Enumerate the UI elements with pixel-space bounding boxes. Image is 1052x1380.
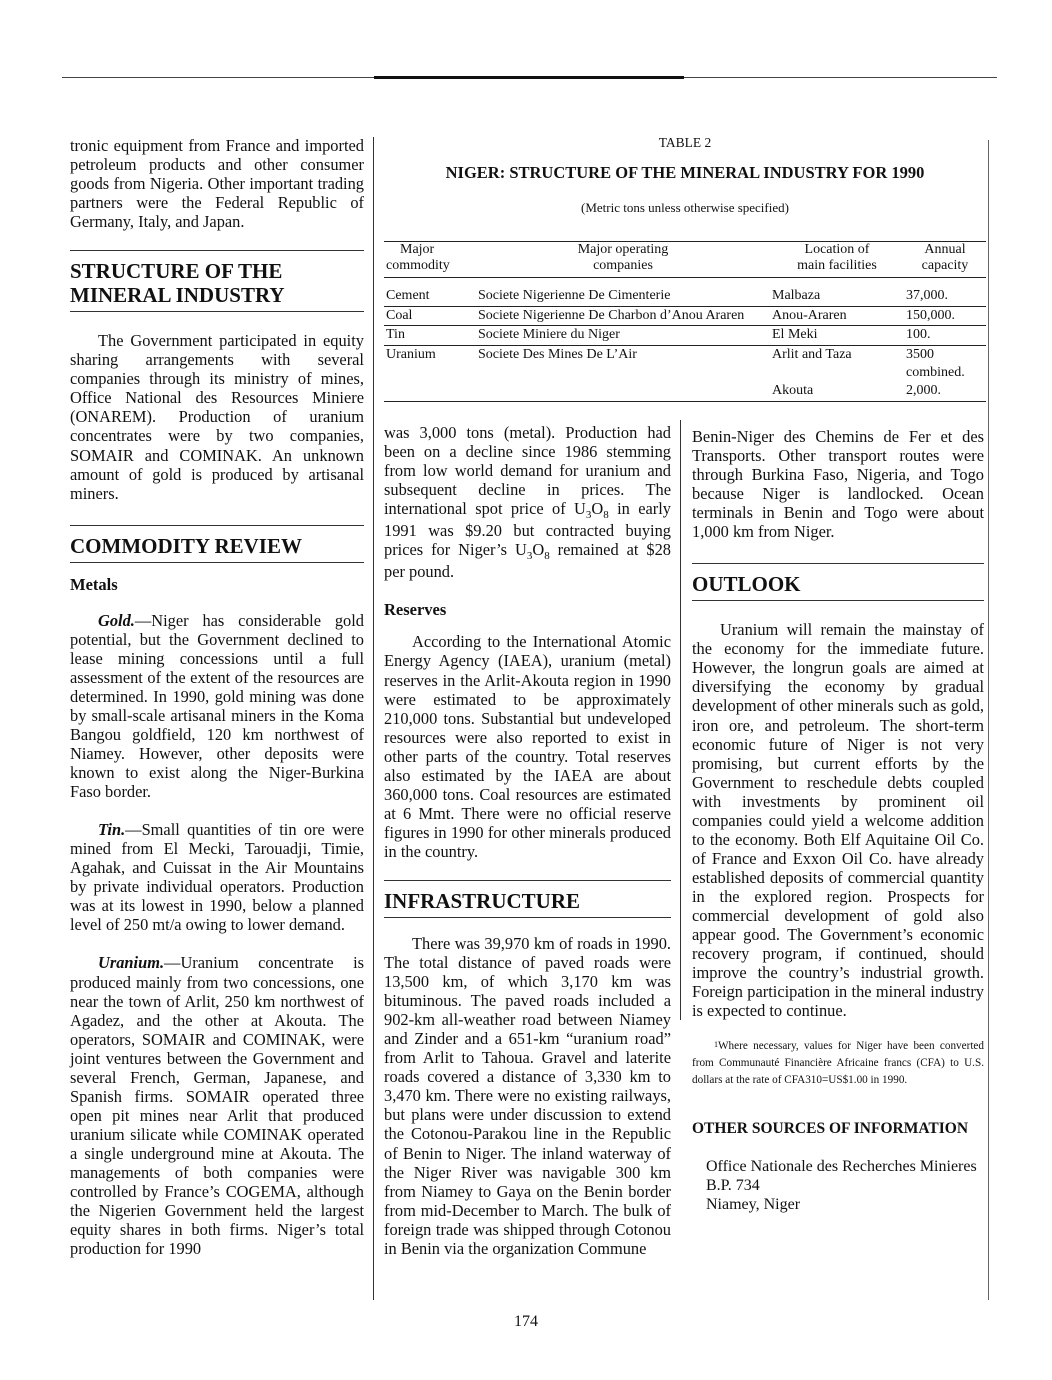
- address-block: [706, 1157, 984, 1214]
- cell-location: [770, 364, 904, 382]
- page-number: 174: [514, 1313, 538, 1330]
- structure-heading: STRUCTURE OF THE MINERAL INDUSTRY: [70, 259, 285, 308]
- table-title: NIGER: STRUCTURE OF THE MINERAL INDUSTRY FOR 1990: [445, 163, 925, 182]
- reserves-paragraph: According to the International Atomic Energy Agency (IAEA), uranium (metal) reserves in the Arlit-Akouta region in 1990 were estimated to be approximately 210,000 tons. Substantial but undeveloped resources were also reported to exist in other parts of the country. Total reserves also estimated by the IAEA are about 360,000 tons. Coal resources are estimated at 6 Mmt. There were no official reserve figures in 1990 for other minerals produced in the country.: [384, 632, 671, 861]
- outlook-heading: OUTLOOK: [692, 572, 801, 597]
- cell-company: Societe Nigerienne De Cimenterie: [478, 288, 671, 304]
- intro-paragraph: tronic equipment from France and imported petroleum products and other consumer goods from Nigeria. Other important trading partners were the Federal Republic of Germany, Italy, and Japan.: [70, 136, 364, 232]
- uranium-label: Uranium.: [98, 953, 165, 973]
- cell-company: [476, 382, 770, 401]
- structure-heading-box: [70, 250, 364, 312]
- column-divider-right: [680, 420, 681, 1020]
- cell-company: Societe Des Mines De L’Air: [478, 346, 637, 362]
- table-row: [384, 287, 986, 306]
- cell-commodity: Uranium: [386, 346, 436, 362]
- mineral-industry-table: [384, 241, 986, 402]
- cell-capacity: 150,000.: [906, 307, 955, 323]
- cell-commodity: [384, 364, 476, 382]
- cell-company: [476, 364, 770, 382]
- cell-capacity: 3500: [906, 346, 934, 362]
- middle-column: [384, 423, 671, 1258]
- cell-commodity: Cement: [386, 288, 430, 304]
- cell-location: Arlit and Taza: [772, 346, 852, 362]
- commodity-heading: COMMODITY REVIEW: [70, 533, 302, 558]
- cell-location: Anou-Araren: [772, 307, 847, 323]
- reserves-heading: Reserves: [384, 600, 447, 620]
- tin-label: Tin.: [98, 820, 126, 840]
- uranium-continuation-paragraph: was 3,000 tons (metal). Production had been on a decline since 1986 stemming from low world demand for uranium and subsequent decline in prices. The international spot price of $U_3O_8$ in early 1991 was $9.20 but contracted buying prices for Niger’s $U_3O_8$ remained at $28 per pound.: [384, 423, 672, 582]
- gold-paragraph: Gold.—Niger has considerable gold potential, but the Government declined to lease mining concessions until a full assessment of the extent of the resources are determined. In 1990, gold mining was done by small-scale artisanal miners in the Koma Bangou goldfield, 120 km northwest of Niamey. However, other deposits were known to exist along the Niger-Burkina Faso border.: [70, 610, 364, 802]
- column-divider-left: [373, 137, 374, 1300]
- cell-commodity: [384, 382, 476, 401]
- cell-capacity: 100.: [906, 327, 931, 343]
- cell-commodity: Coal: [386, 307, 413, 323]
- infrastructure-continuation-paragraph: Benin-Niger des Chemins de Fer et des Transports. Other transport routes were through Burkina Faso, Nigeria, and Togo because Niger is landlocked. Ocean terminals in Benin and Togo were about 1,000 km from Niger.: [692, 427, 984, 542]
- table-row: [384, 382, 986, 401]
- outlook-heading-box: [692, 563, 984, 601]
- table-row: [384, 364, 986, 382]
- right-column: [692, 427, 984, 1214]
- metals-heading: Metals: [70, 574, 118, 594]
- cell-location: Akouta: [772, 383, 814, 399]
- table-subtitle: (Metric tons unless otherwise specified): [581, 200, 789, 215]
- cell-capacity: 2,000.: [906, 383, 941, 399]
- cell-location: El Meki: [772, 327, 818, 343]
- infrastructure-paragraph: There was 39,970 km of roads in 1990. The total distance of paved roads were 13,500 km, of which 3,170 km was bituminous. The paved roads included a 902-km all-weather road between Niamey and Zinder and a 651-km “uranium road” from Arlit to Tahoua. Gravel and laterite roads covered a distance of 3,330 km to 3,470 km. There were no existing railways, but plans were under discussion to extend the Cotonou-Parakou line in the Republic of Benin to Niger. The inland waterway of the Niger River was navigable 300 km from Niamey to Gaya on the Benin border from mid-December to March. The bulk of foreign trade was shipped through Cotonou in Benin via the organization Commune: [384, 933, 671, 1258]
- cell-capacity: combined.: [906, 364, 965, 380]
- cell-location: Malbaza: [772, 288, 821, 304]
- tin-paragraph: Tin.—Small quantities of tin ore were mined from El Mecki, Tarouadji, Timie, Agahak, and Cuissat in the Air Mountains by private individual operators. Production was at its lowest in 1990, below a planned level of 250 mt/a owing to lower demand.: [70, 820, 364, 935]
- footnote: $^1$Where necessary, values for Niger have been converted from Communauté Financière Africaine francs (CFA) to U.S. dollars at the rate of CFA310=US$1.00 in 1990.: [692, 1040, 984, 1087]
- table-label: TABLE 2: [658, 135, 712, 150]
- uranium-paragraph: Uranium.—Uranium concentrate is produced mainly from two concessions, one near the town of Arlit, 250 km northwest of Agadez, and the other at Akouta. The operators, SOMAIR and COMINAK, were joint ventures between the Government and several French, German, Japanese, and Spanish firms. SOMAIR operated three open pit mines near Arlit that produced uranium silicate while COMINAK operated a single underground mine at Akouta. The managements of both companies were controlled by France’s COGEMA, although the Nigerien Government held the largest equity shares in both firms. Niger’s total production for 1990: [70, 953, 364, 1259]
- cell-capacity: 37,000.: [906, 288, 948, 304]
- address-line: Niamey, Niger: [706, 1196, 801, 1214]
- table-row: [384, 326, 986, 345]
- infrastructure-heading: INFRASTRUCTURE: [384, 888, 581, 913]
- table-row: [384, 345, 986, 364]
- top-rule-accent: [374, 76, 684, 79]
- address-line: B.P. 734: [706, 1177, 760, 1195]
- outlook-paragraph: Uranium will remain the mainstay of the economy for the immediate future. However, the longrun goals are aimed at diversifying the economy by gradual development of other minerals such as gold, iron ore, and petroleum. The short-term economic future of Niger is not very promising, but current efforts by the Government to reschedule debts coupled with investments by prominent oil companies could yield a welcome addition to the economy. Both Elf Aquitaine Oil Co. of France and Exxon Oil Co. have already established deposits of commercial quantity in the explored region. Prospects for commercial development of gold also appear good. The Government’s economic recovery program, if continued, should improve the country’s industrial growth. Foreign participation in the mineral industry is expected to continue.: [692, 620, 984, 1021]
- infrastructure-heading-box: [384, 880, 671, 918]
- table-header-row: [384, 242, 986, 278]
- cell-company: Societe Miniere du Niger: [478, 327, 620, 343]
- commodity-heading-box: [70, 525, 364, 563]
- cell-commodity: Tin: [386, 327, 405, 343]
- address-line: Office Nationale des Recherches Minieres: [706, 1158, 977, 1176]
- other-sources-heading: OTHER SOURCES OF INFORMATION: [692, 1120, 969, 1138]
- left-column: [70, 136, 364, 1258]
- structure-paragraph: The Government participated in equity sharing arrangements with several companies through its ministry of mines, Office National des Resources Miniere (ONAREM). Production of uranium concentrates were by two companies, SOMAIR and COMINAK. An unknown amount of gold is produced by artisanal miners.: [70, 331, 364, 503]
- header-commodity: Major commodity: [386, 242, 450, 274]
- gold-label: Gold.: [98, 610, 135, 630]
- header-capacity: Annual capacity: [921, 242, 969, 274]
- table-row: [384, 306, 986, 325]
- cell-company: Societe Nigerienne De Charbon d’Anou Araren: [478, 307, 745, 323]
- header-companies: Major operating companies: [577, 242, 669, 274]
- page-edge-rule: [988, 140, 989, 1300]
- header-location: Location of main facilities: [797, 242, 877, 274]
